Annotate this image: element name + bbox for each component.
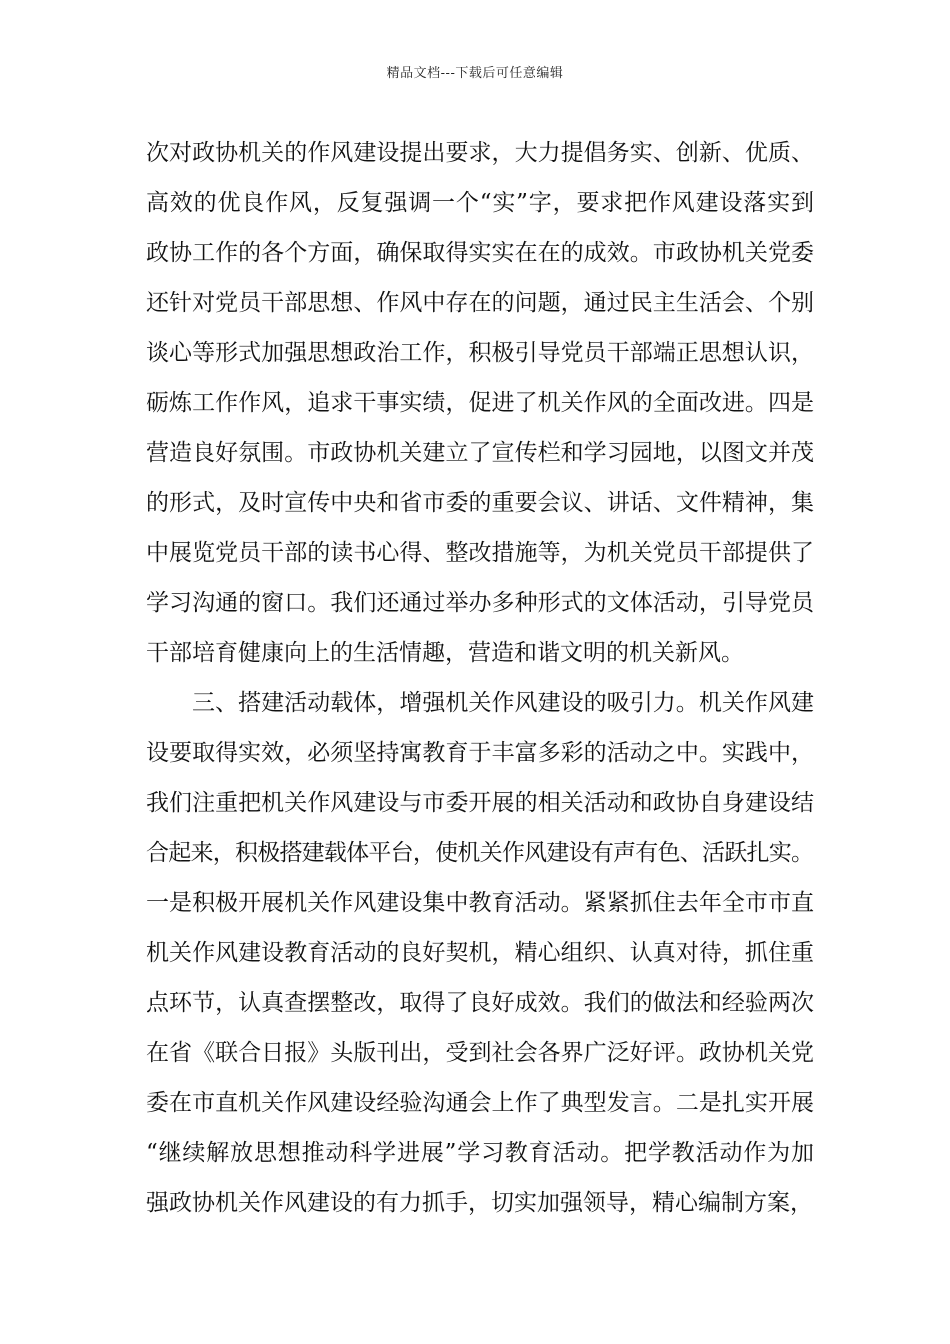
text-line: 设要取得实效，必须坚持寓教育于丰富多彩的活动之中。实践中， [146, 740, 815, 766]
text-line: 干部培育健康向上的生活情趣，营造和谐文明的机关新风。 [146, 640, 744, 666]
text-line: 次对政协机关的作风建设提出要求，大力提倡务实、创新、优质、 [146, 140, 815, 166]
text-line: 机关作风建设教育活动的良好契机，精心组织、认真对待，抓住重 [146, 940, 815, 966]
text-line: 政协工作的各个方面，确保取得实实在在的成效。市政协机关党委 [146, 240, 815, 266]
text-line: 在省《联合日报》头版刊出，受到社会各界广泛好评。政协机关党 [146, 1040, 815, 1066]
text-line: 合起来，积极搭建载体平台，使机关作风建设有声有色、活跃扎实。 [146, 840, 814, 866]
text-line: 砺炼工作作风，追求干事实绩，促进了机关作风的全面改进。四是 [146, 390, 815, 416]
text-line: 高效的优良作风，反复强调一个“实”字，要求把作风建设落实到 [146, 190, 815, 216]
text-line: 学习沟通的窗口。我们还通过举办多种形式的文体活动，引导党员 [146, 590, 815, 616]
text-line: 的形式，及时宣传中央和省市委的重要会议、讲话、文件精神，集 [146, 490, 815, 516]
text-line: 点环节，认真查摆整改，取得了良好成效。我们的做法和经验两次 [146, 990, 815, 1016]
text-line: 强政协机关作风建设的有力抓手，切实加强领导，精心编制方案， [146, 1190, 813, 1216]
text-line: 委在市直机关作风建设经验沟通会上作了典型发言。二是扎实开展 [146, 1090, 815, 1116]
text-line: 谈心等形式加强思想政治工作，积极引导党员干部端正思想认识， [146, 340, 815, 366]
page-header: 精品文档---下载后可任意编辑 [386, 66, 564, 81]
text-line: 三、搭建活动载体，增强机关作风建设的吸引力。机关作风建 [192, 690, 815, 716]
document-body [146, 128, 814, 1228]
text-line: 中展览党员干部的读书心得、整改措施等，为机关党员干部提供了 [146, 540, 815, 566]
text-line: 营造良好氛围。市政协机关建立了宣传栏和学习园地，以图文并茂 [146, 440, 815, 466]
text-line: 我们注重把机关作风建设与市委开展的相关活动和政协自身建设结 [146, 790, 815, 816]
text-line: “继续解放思想推动科学进展”学习教育活动。把学教活动作为加 [146, 1140, 815, 1166]
text-line: 一是积极开展机关作风建设集中教育活动。紧紧抓住去年全市市直 [146, 890, 815, 916]
text-line: 还针对党员干部思想、作风中存在的问题，通过民主生活会、个别 [146, 290, 815, 316]
